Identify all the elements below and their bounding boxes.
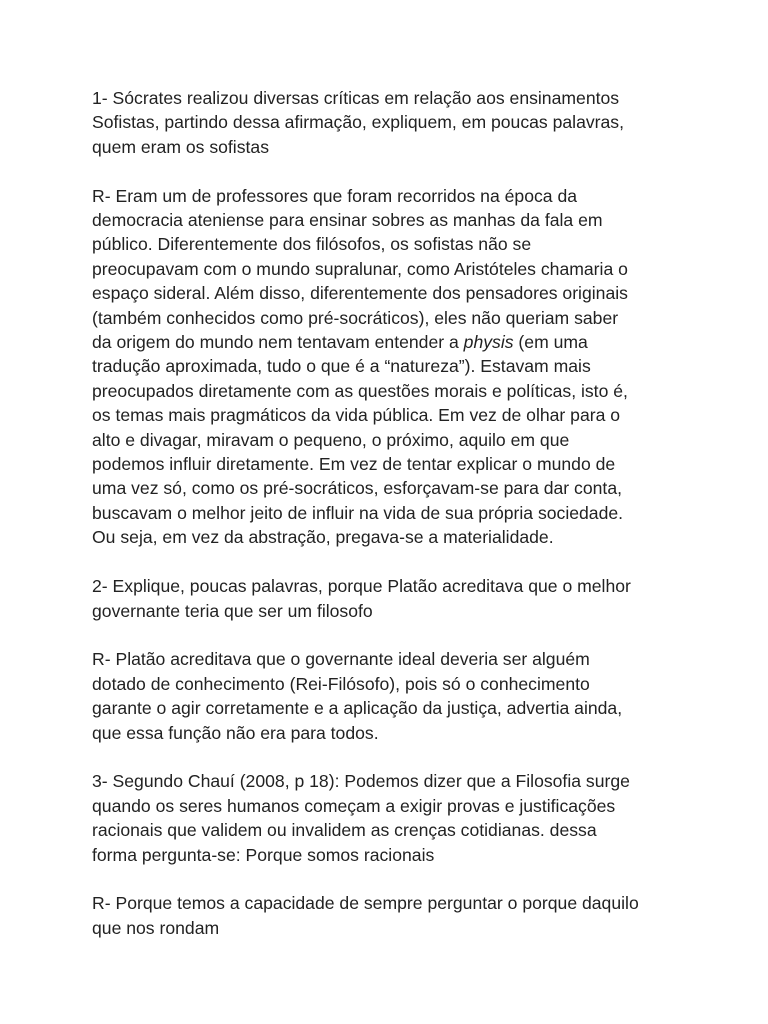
question-1: 1- Sócrates realizou diversas críticas em relação aos ensinamentos Sofistas, partindo dessa afirmação, expliquem, em poucas palavras, quem eram os sofistas [92,88,624,157]
answer-1-part-1: R- Eram um de professores que foram recorridos na época da democracia ateniense para ensinar sobres as manhas da fala em público. Diferentemente dos filósofos, os sofistas não se preocupavam com o mundo supralunar, como Aristóteles chamaria o espaço sideral. Além disso, diferentemente dos pensadores originais (também conhecidos como pré-socráticos), eles não queriam saber da origem do mundo nem tentavam entender a [92,185,628,353]
answer-1 [92,184,728,550]
question-3: 3- Segundo Chauí (2008, p 18): Podemos dizer que a Filosofia surge quando os seres humanos começam a exigir provas e justificações racionais que validem ou invalidem as crenças cotidianas. dessa forma pergunta-se: Porque somos racionais [92,771,630,865]
answer-3: R- Porque temos a capacidade de sempre perguntar o porque daquilo que nos rondam [92,893,639,938]
answer-2: R- Platão acreditava que o governante ideal deveria ser alguém dotado de conhecimento (Rei-Filósofo), pois só o conhecimento garante o agir corretamente e a aplicação da justiça, advertia ainda, que essa função não era para todos. [92,649,623,743]
question-2: 2- Explique, poucas palavras, porque Platão acreditava que o melhor governante teria que ser um filosofo [92,576,631,621]
answer-1-italic-term: physis [463,332,514,353]
answer-1-part-2: (em uma tradução aproximada, tudo o que é a “natureza”). Estavam mais preocupados diretamente com as questões morais e políticas, isto é, os temas mais pragmáticos da vida pública. Em vez de olhar para o alto e divagar, miravam o pequeno, o próximo, aquilo em que podemos influir diretamente. Em vez de tentar explicar o mundo de uma vez só, como os pré-socráticos, esforçavam-se para dar conta, buscavam o melhor jeito de influir na vida de sua própria sociedade. Ou seja, em vez da abstração, pregava-se a materialidade. [92,332,628,548]
